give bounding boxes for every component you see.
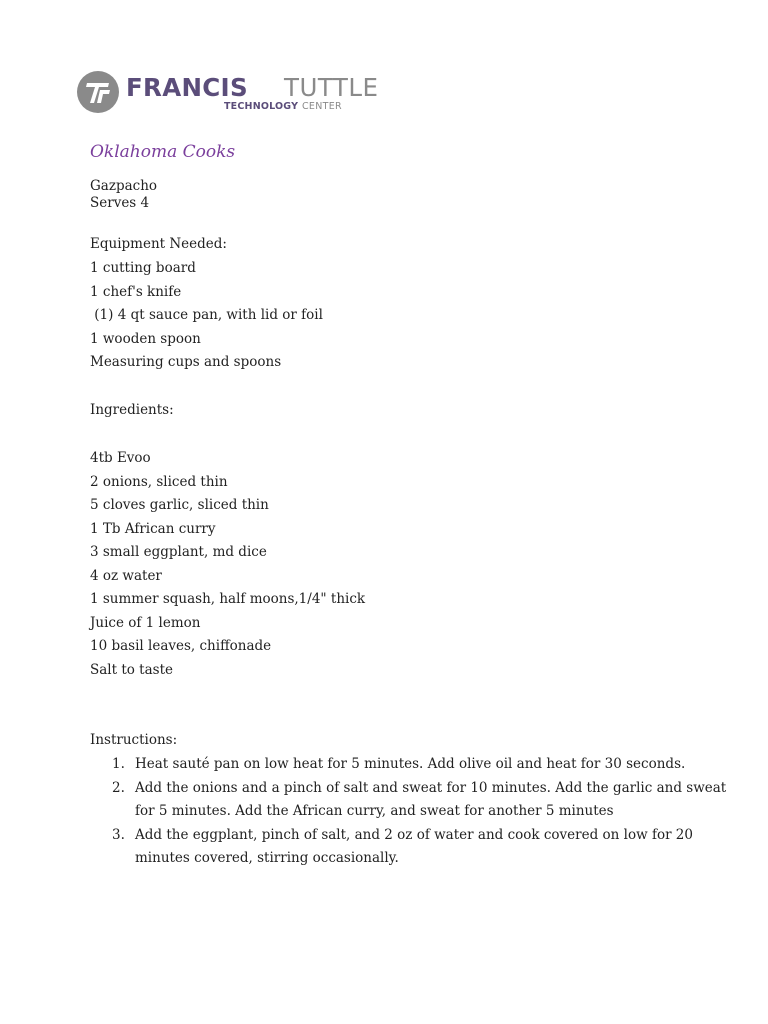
ingredients-label: Ingredients: [90,402,174,418]
page-title: Oklahoma Cooks [90,142,236,162]
ingredient-item: 10 basil leaves, chiffonade [90,638,272,654]
ingredient-item: Salt to taste [90,662,173,678]
step-text: for 5 minutes. Add the African curry, and sweat for another 5 minutes [135,803,614,819]
equipment-label: Equipment Needed: [90,236,227,252]
ingredient-item: 3 small eggplant, md dice [90,544,267,560]
equipment-item: (1) 4 qt sauce pan, with lid or foil [90,307,323,323]
francis-tuttle-emblem-icon [76,70,120,114]
step-text: Add the onions and a pinch of salt and sweat for 10 minutes. Add the garlic and sweat [135,780,727,796]
ingredient-item: 1 Tb African curry [90,521,216,537]
step-number: 2. [112,780,125,796]
step-text: Heat sauté pan on low heat for 5 minutes. Add olive oil and heat for 30 seconds. [135,756,686,772]
ingredient-item: 1 summer squash, half moons,1/4" thick [90,591,366,607]
equipment-item: 1 cutting board [90,260,196,276]
step-text: minutes covered, stirring occasionally. [135,850,399,866]
equipment-item: 1 wooden spoon [90,331,201,347]
instructions-label: Instructions: [90,732,178,748]
step-number: 3. [112,827,125,843]
equipment-item: 1 chef's knife [90,284,182,300]
logo-brand-light: TUTTLE [284,73,379,102]
equipment-item: Measuring cups and spoons [90,354,282,370]
francis-tuttle-logo [76,70,379,116]
step-number: 1. [112,756,125,772]
ingredient-item: Juice of 1 lemon [90,615,201,631]
recipe-name: Gazpacho [90,178,158,194]
ingredient-item: 5 cloves garlic, sliced thin [90,497,269,513]
logo-sub-bold: TECHNOLOGY [224,101,299,112]
logo-sub-light: CENTER [302,101,342,112]
step-text: Add the eggplant, pinch of salt, and 2 oz of water and cook covered on low for 20 [135,827,693,843]
ingredient-item: 4 oz water [90,568,162,584]
ingredient-item: 2 onions, sliced thin [90,474,228,490]
logo-brand-bold: FRANCIS [126,73,248,102]
recipe-serves: Serves 4 [90,195,150,211]
ingredient-item: 4tb Evoo [90,450,151,466]
